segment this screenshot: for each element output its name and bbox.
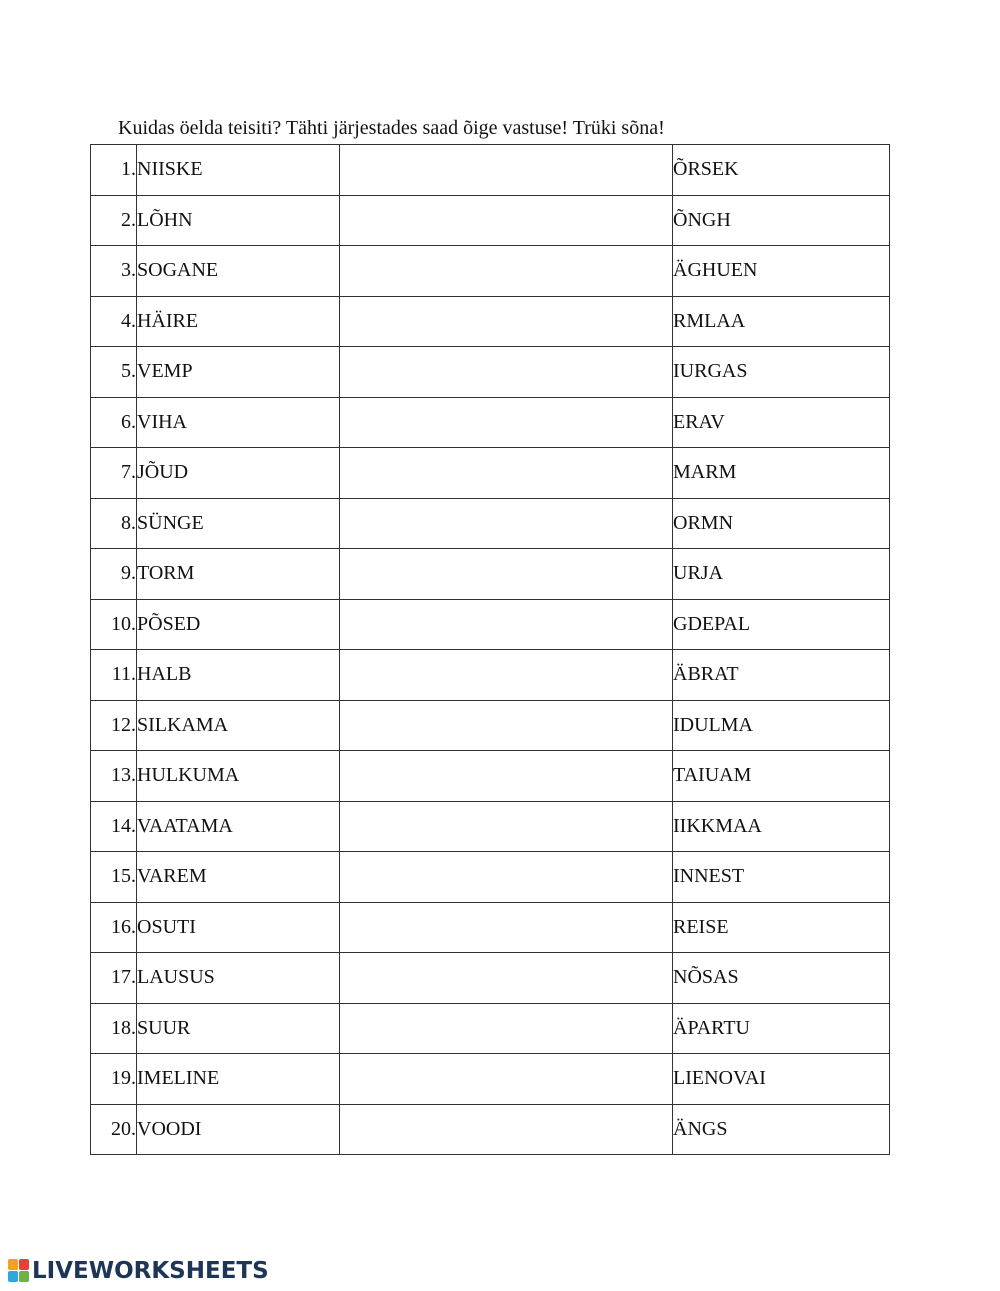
table-row [91,751,890,802]
scrambled-hint: ÕRSEK [673,145,890,196]
answer-input[interactable] [340,196,672,246]
answer-cell[interactable] [340,1104,673,1155]
source-word: IMELINE [137,1054,340,1105]
scrambled-hint: URJA [673,549,890,600]
answer-cell[interactable] [340,448,673,499]
answer-input[interactable] [340,549,672,599]
table-row [91,700,890,751]
table-row [91,145,890,196]
scrambled-hint: LIENOVAI [673,1054,890,1105]
row-number: 7. [91,448,137,499]
row-number: 14. [91,801,137,852]
word-table [90,144,890,1155]
answer-cell[interactable] [340,397,673,448]
table-row [91,650,890,701]
source-word: HÄIRE [137,296,340,347]
source-word: OSUTI [137,902,340,953]
row-number: 20. [91,1104,137,1155]
row-number: 9. [91,549,137,600]
table-row [91,347,890,398]
answer-cell[interactable] [340,246,673,297]
scrambled-hint: NÕSAS [673,953,890,1004]
scrambled-hint: GDEPAL [673,599,890,650]
source-word: VOODI [137,1104,340,1155]
row-number: 16. [91,902,137,953]
row-number: 19. [91,1054,137,1105]
answer-input[interactable] [340,1054,672,1104]
source-word: TORM [137,549,340,600]
answer-cell[interactable] [340,852,673,903]
answer-input[interactable] [340,1105,672,1155]
row-number: 4. [91,296,137,347]
source-word: PÕSED [137,599,340,650]
source-word: SÜNGE [137,498,340,549]
scrambled-hint: ERAV [673,397,890,448]
source-word: SILKAMA [137,700,340,751]
answer-cell[interactable] [340,953,673,1004]
table-row [91,1003,890,1054]
source-word: VAATAMA [137,801,340,852]
table-row [91,902,890,953]
table-row [91,296,890,347]
table-row [91,448,890,499]
table-row [91,498,890,549]
answer-input[interactable] [340,953,672,1003]
source-word: VIHA [137,397,340,448]
answer-input[interactable] [340,650,672,700]
answer-cell[interactable] [340,599,673,650]
table-row [91,195,890,246]
answer-input[interactable] [340,297,672,347]
table-row [91,599,890,650]
answer-cell[interactable] [340,650,673,701]
row-number: 2. [91,195,137,246]
row-number: 10. [91,599,137,650]
answer-cell[interactable] [340,498,673,549]
answer-cell[interactable] [340,1054,673,1105]
scrambled-hint: IDULMA [673,700,890,751]
source-word: SUUR [137,1003,340,1054]
scrambled-hint: ÕNGH [673,195,890,246]
answer-cell[interactable] [340,296,673,347]
scrambled-hint: INNEST [673,852,890,903]
answer-input[interactable] [340,145,672,195]
answer-input[interactable] [340,347,672,397]
scrambled-hint: IIKKMAA [673,801,890,852]
answer-input[interactable] [340,852,672,902]
answer-cell[interactable] [340,195,673,246]
answer-cell[interactable] [340,1003,673,1054]
source-word: VAREM [137,852,340,903]
table-row [91,246,890,297]
worksheet-instruction: Kuidas öelda teisiti? Tähti järjestades saad õige vastuse! Trüki sõna! [118,117,665,139]
source-word: NIISKE [137,145,340,196]
answer-cell[interactable] [340,700,673,751]
answer-input[interactable] [340,246,672,296]
source-word: LÕHN [137,195,340,246]
row-number: 18. [91,1003,137,1054]
answer-input[interactable] [340,398,672,448]
row-number: 17. [91,953,137,1004]
scrambled-hint: ÄNGS [673,1104,890,1155]
table-row [91,852,890,903]
answer-cell[interactable] [340,549,673,600]
table-row [91,397,890,448]
answer-cell[interactable] [340,347,673,398]
scrambled-hint: TAIUAM [673,751,890,802]
row-number: 3. [91,246,137,297]
scrambled-hint: REISE [673,902,890,953]
table-row [91,1054,890,1105]
scrambled-hint: MARM [673,448,890,499]
table-row [91,801,890,852]
row-number: 5. [91,347,137,398]
answer-input[interactable] [340,499,672,549]
answer-cell[interactable] [340,145,673,196]
answer-input[interactable] [340,903,672,953]
source-word: VEMP [137,347,340,398]
row-number: 6. [91,397,137,448]
row-number: 8. [91,498,137,549]
answer-input[interactable] [340,600,672,650]
scrambled-hint: RMLAA [673,296,890,347]
answer-cell[interactable] [340,902,673,953]
row-number: 11. [91,650,137,701]
row-number: 13. [91,751,137,802]
source-word: JÕUD [137,448,340,499]
answer-input[interactable] [340,701,672,751]
scrambled-hint: ÄPARTU [673,1003,890,1054]
answer-cell[interactable] [340,801,673,852]
source-word: HALB [137,650,340,701]
row-number: 15. [91,852,137,903]
liveworksheets-logo [8,1258,269,1284]
answer-input[interactable] [340,1004,672,1054]
logo-text: LIVEWORKSHEETS [32,1258,269,1284]
source-word: HULKUMA [137,751,340,802]
answer-cell[interactable] [340,751,673,802]
logo-blocks-icon [8,1259,30,1283]
table-row [91,549,890,600]
answer-input[interactable] [340,751,672,801]
row-number: 1. [91,145,137,196]
source-word: SOGANE [137,246,340,297]
answer-input[interactable] [340,448,672,498]
source-word: LAUSUS [137,953,340,1004]
table-row [91,1104,890,1155]
row-number: 12. [91,700,137,751]
scrambled-hint: ORMN [673,498,890,549]
scrambled-hint: ÄGHUEN [673,246,890,297]
table-row [91,953,890,1004]
scrambled-hint: IURGAS [673,347,890,398]
answer-input[interactable] [340,802,672,852]
scrambled-hint: ÄBRAT [673,650,890,701]
